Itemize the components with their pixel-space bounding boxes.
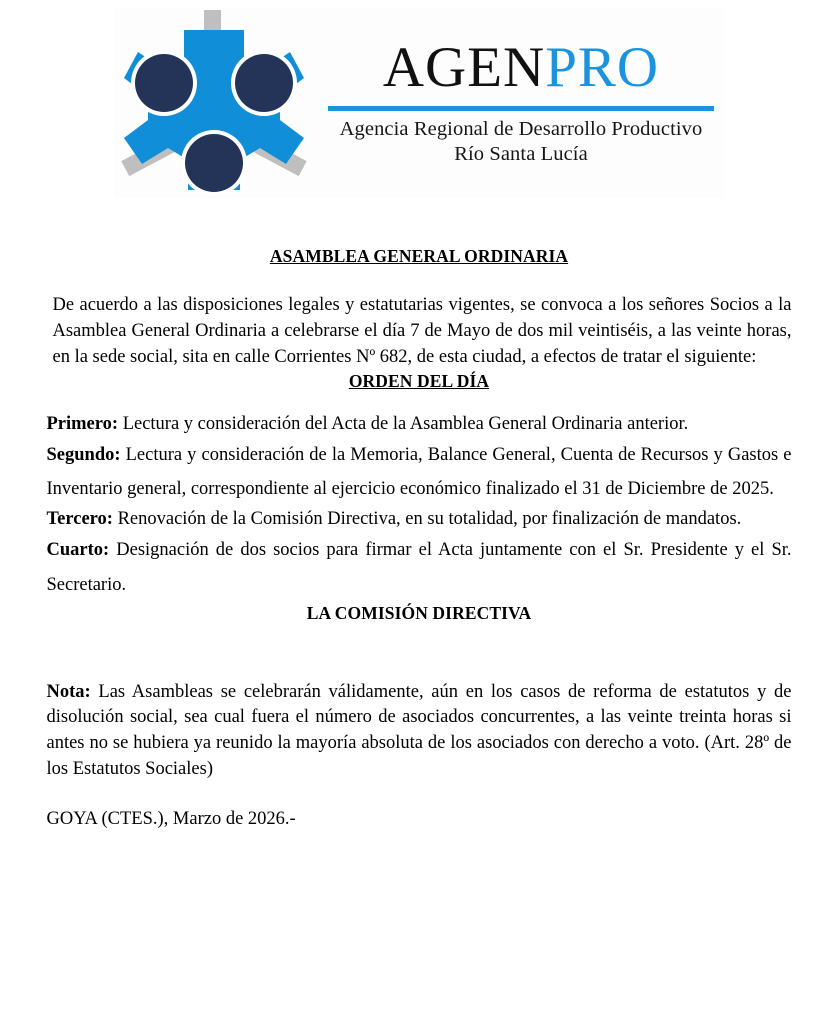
signoff-heading: LA COMISIÓN DIRECTIVA bbox=[306, 602, 532, 623]
agenda-item bbox=[47, 412, 792, 438]
wordmark-pro: PRO bbox=[545, 35, 660, 99]
agenda-item-label: Segundo: bbox=[46, 444, 121, 465]
wordmark bbox=[322, 35, 720, 99]
note-paragraph bbox=[47, 680, 792, 784]
logo-wordmark-group bbox=[314, 35, 724, 167]
agenda-heading: ORDEN DEL DÍA bbox=[348, 370, 490, 391]
agenda-item-label: Primero: bbox=[46, 413, 119, 434]
agenda-item bbox=[47, 507, 792, 533]
agenda-item-label: Cuarto: bbox=[46, 539, 110, 560]
logo-tagline-line-2: Río Santa Lucía bbox=[454, 143, 588, 166]
agenda-item-label: Tercero: bbox=[46, 509, 113, 530]
agenda-item-text: Lectura y consideración del Acta de la Asamblea General Ordinaria anterior. bbox=[122, 413, 689, 434]
note-text: Las Asambleas se celebrarán válidamente, aún en los casos de reforma de estatutos y de disolución social, sea cual fuera el número de asociados concurrentes, a las veinte treinta horas si antes no se hubiera ya reunido la mayoría absoluta de los asociados con derecho a voto. (Art. 28º de los Estatutos Sociales) bbox=[46, 681, 792, 780]
agenda-item-text: Renovación de la Comisión Directiva, en su totalidad, por finalización de mandatos. bbox=[117, 509, 742, 530]
agenpro-gear-icon bbox=[114, 8, 314, 198]
agenda-item bbox=[47, 438, 792, 508]
note-label: Nota: bbox=[46, 681, 91, 702]
letterhead-logo bbox=[114, 8, 724, 198]
wordmark-agen: AGEN bbox=[382, 35, 546, 99]
intro-paragraph: De acuerdo a las disposiciones legales y estatutarias vigentes, se convoca a los señores Socios a la Asamblea General Ordinaria a celebrarse el día 7 de Mayo de dos mil veintiséis, a las veinte horas, en la sede social, sita en calle Corrientes Nº 682, de esta ciudad, a efectos de tratar el siguiente: bbox=[52, 295, 792, 367]
agenda-item-text: Lectura y consideración de la Memoria, Balance General, Cuenta de Recursos y Gastos e Inventario general, correspondiente al ejercicio económico finalizado el 31 de Diciembre de 2025. bbox=[46, 444, 792, 500]
page-title: ASAMBLEA GENERAL ORDINARIA bbox=[269, 246, 569, 266]
agenda-item bbox=[47, 533, 792, 603]
place-and-date: GOYA (CTES.), Marzo de 2026.- bbox=[46, 809, 296, 830]
logo-tagline-line-1: Agencia Regional de Desarrollo Productivo bbox=[339, 118, 703, 141]
agenda-item-text: Designación de dos socios para firmar el Acta juntamente con el Sr. Presidente y el Sr. Secretario. bbox=[46, 539, 792, 595]
wordmark-divider bbox=[328, 106, 714, 111]
agenda-list bbox=[47, 412, 792, 603]
document-body bbox=[47, 198, 792, 830]
